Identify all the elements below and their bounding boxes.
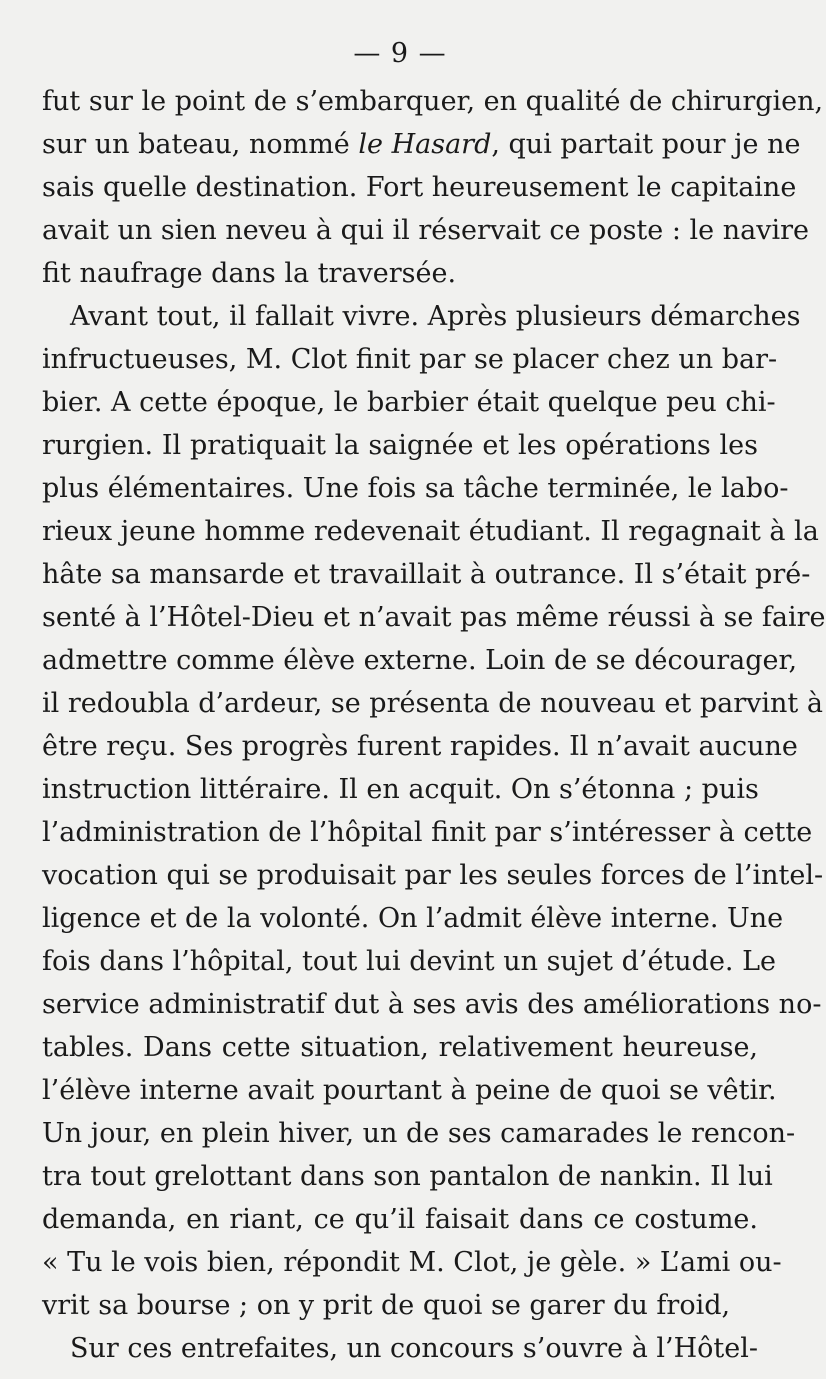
text-line: hâte sa mansarde et travaillait à outrance. Il s’était pré- bbox=[42, 559, 811, 590]
text-line: admettre comme élève externe. Loin de se décourager, bbox=[42, 645, 798, 676]
text-line: « Tu le vois bien, répondit M. Clot, je gèle. » L’ami ou- bbox=[42, 1247, 782, 1278]
text-line: avait un sien neveu à qui il réservait ce poste : le navire bbox=[42, 215, 809, 246]
page-number: — 9 — bbox=[353, 38, 447, 69]
text-line: fois dans l’hôpital, tout lui devint un sujet d’étude. Le bbox=[42, 946, 777, 977]
text-line: rieux jeune homme redevenait étudiant. Il regagnait à la bbox=[42, 516, 819, 547]
text-line: ligence et de la volonté. On l’admit élève interne. Une bbox=[42, 903, 784, 934]
text-line: fut sur le point de s’embarquer, en qualité de chirurgien, bbox=[42, 86, 824, 117]
text-line-segment: sur un bateau, nommé bbox=[42, 129, 359, 160]
text-line bbox=[42, 123, 801, 166]
text-line: être reçu. Ses progrès furent rapides. Il n’avait aucune bbox=[42, 731, 798, 762]
text-line: Sur ces entrefaites, un concours s’ouvre à l’Hôtel- bbox=[70, 1333, 758, 1364]
text-line: senté à l’Hôtel-Dieu et n’avait pas même réussi à se faire bbox=[42, 602, 826, 633]
text-line: instruction littéraire. Il en acquit. On s’étonna ; puis bbox=[42, 774, 759, 805]
text-line: tables. Dans cette situation, relativement heureuse, bbox=[42, 1032, 758, 1063]
text-line: fit naufrage dans la traversée. bbox=[42, 258, 457, 289]
text-line: demanda, en riant, ce qu’il faisait dans ce costume. bbox=[42, 1204, 758, 1235]
text-line: service administratif dut à ses avis des améliorations no- bbox=[42, 989, 822, 1020]
text-line: vocation qui se produisait par les seules forces de l’intel- bbox=[42, 860, 824, 891]
text-line: rurgien. Il pratiquait la saignée et les opérations les bbox=[42, 430, 758, 461]
text-line: Avant tout, il fallait vivre. Après plusieurs démarches bbox=[70, 301, 801, 332]
text-line: tra tout grelottant dans son pantalon de nankin. Il lui bbox=[42, 1161, 773, 1192]
text-line: l’administration de l’hôpital finit par s’intéresser à cette bbox=[42, 817, 813, 848]
text-line: bier. A cette époque, le barbier était quelque peu chi- bbox=[42, 387, 776, 418]
text-line: Un jour, en plein hiver, un de ses camarades le rencon- bbox=[42, 1118, 796, 1149]
text-line: plus élémentaires. Une fois sa tâche terminée, le labo- bbox=[42, 473, 789, 504]
text-line: il redoubla d’ardeur, se présenta de nouveau et parvint à bbox=[42, 688, 823, 719]
text-line-segment: , qui partait pour je ne bbox=[491, 129, 801, 160]
text-line: infructueuses, M. Clot finit par se placer chez un bar- bbox=[42, 344, 778, 375]
text-line: sais quelle destination. Fort heureusement le capitaine bbox=[42, 172, 797, 203]
body-text bbox=[42, 80, 826, 1370]
italic-title: le Hasard bbox=[358, 129, 492, 160]
text-line: vrit sa bourse ; on y prit de quoi se garer du froid, bbox=[42, 1290, 731, 1321]
text-line: l’élève interne avait pourtant à peine de quoi se vêtir. bbox=[42, 1075, 777, 1106]
